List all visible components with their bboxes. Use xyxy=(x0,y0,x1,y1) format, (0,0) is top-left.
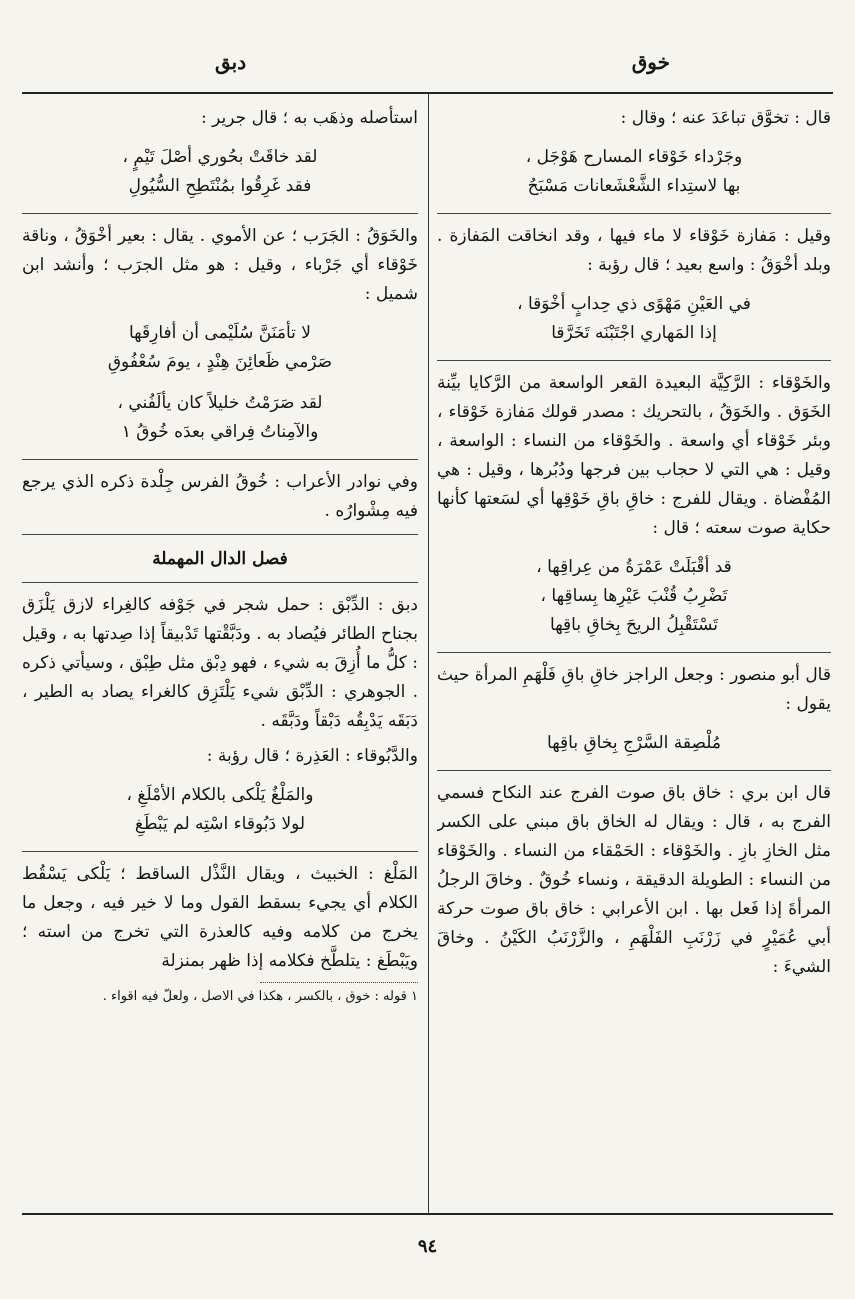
separator-rule xyxy=(437,770,831,771)
separator-rule xyxy=(22,534,418,535)
paragraph: المَلْغ : الخبيث ، ويقال النَّذْل الساقط ؛ يَلْكى يَسْقُط الكلام أي يجيء بسقط القول وما لا خير فيه ، وجعل ما يخرج من كلامه وفيه كالعذرة التي تخرج من استه ؛ ويَبْطَغ : يتلطَّخ فكلامه إذا ظهر بمنزلة xyxy=(22,864,418,971)
separator-rule xyxy=(437,360,831,361)
verse-line: إذا المَهاري اجْتَبْنَه تَخَرَّقا xyxy=(551,323,717,343)
verse-block xyxy=(437,290,831,348)
paragraph: استأصله وذهَب به ؛ قال جرير : xyxy=(201,108,418,128)
right-column xyxy=(437,100,831,1208)
separator-rule xyxy=(437,213,831,214)
paragraph: قال ابن بري : خاق باق صوت الفرج عند النكاح فسمي الفرج به ، قال : ويقال له الخاق باق مبني على الكسر مثل الخازِ بازِ . والخَوْقاء : الحَمْقاء من النساء . والخَوْقاء من النساء : الطويلة الدقيقة ، ونساء خُوقٌ . وخاقَ الرجلُ المرأةَ إذا فَعل بها . ابن الأعرابي : خاق باق صوت حركة أبي عُمَيْرٍ في زَرْنَبِ الفَلْهَمِ ، والزَّرْنَبُ الكَيْنُ . وخاقَ الشيءَ : xyxy=(437,783,831,977)
section-title: فصل الدال المهملة xyxy=(152,549,288,569)
paragraph: وفي نوادر الأعراب : خُوقُ الفرس جِلْدة ذكره الذي يرجع فيه مِشْوارُه . xyxy=(22,472,418,521)
verse-line: والآمِناتُ فِراقي بعدَه خُوقُ ١ xyxy=(121,422,319,442)
verse-line: وجَرْداء خَوْقاء المسارح هَوْجَل ، xyxy=(525,147,743,167)
verse-block xyxy=(437,553,831,640)
left-column xyxy=(22,100,418,1208)
verse-line: بها لاستِداء الشَّعْشَعانات مَسْبَحُ xyxy=(527,176,741,196)
paragraph: وقيل : مَفازة خَوْقاء لا ماء فيها ، وقد انخاقت المَفازة . وبلد أخْوَقُ : واسع بعيد ؛ قال رؤبة : xyxy=(437,226,831,275)
verse-block xyxy=(437,143,831,201)
separator-rule xyxy=(22,213,418,214)
paragraph: والخَوَقُ : الجَرَب ؛ عن الأموي . يقال : بعير أخْوَقُ ، وناقة خَوْقاء أي جَرْباء ، وقيل : هو مثل الجرَب ؛ وأنشد ابن شميل : xyxy=(22,226,418,304)
verse-line: لقد خاقَتْ بحُوري أصْلَ تَيْمٍ ، xyxy=(122,147,318,167)
verse-block xyxy=(22,319,418,377)
verse-line: في العَيْنِ مَهْوًى ذي حِدابٍ أخْوَقا ، xyxy=(517,294,751,314)
separator-rule xyxy=(22,459,418,460)
paragraph: والخَوْقاء : الرَّكِيَّة البعيدة القعر الواسعة من الرَّكايا بيِّنة الخَوَق . والخَوَقُ ، بالتحريك : مصدر قولك مَفازة خَوْقاء ، وبئر خَوْقاء أي واسعة . والخَوْقاء من النساء : الواسعة ، وقيل : هي التي لا حجاب بين فرجها ودُبُرها ، وقيل : هي المُفْضاة . ويقال للفرج : خاقِ باقِ خَوْقِها أي لسَعتها كأنها حكاية صوت سعته ؛ قال : xyxy=(437,373,831,538)
paragraph: قال أبو منصور : وجعل الراجز خاقِ باقِ فَلْهَمِ المرأة حيث يقول : xyxy=(437,665,831,714)
verse-line: لولا دَبُوقاء اسْتِه لم يَبْطَغِ xyxy=(134,814,306,834)
page-number: ٩٤ xyxy=(417,1236,438,1257)
verse-line: فقد غَرِقُوا بمُنْتَطِحِ السُّيُولِ xyxy=(128,176,312,196)
footnote-rule xyxy=(260,982,418,983)
separator-rule xyxy=(437,652,831,653)
paragraph: قال : تخوَّق تباعَدَ عنه ؛ وقال : xyxy=(620,108,831,128)
verse-line: لقد صَرَمْتُ خليلاً كان يألَفُني ، xyxy=(117,393,323,413)
verse-line: لا تأمَنَنَّ سُلَيْمى أن أفارِقَها xyxy=(129,323,311,343)
verse-block xyxy=(437,729,831,758)
verse-line: صَرْمي ظَعائِنَ هِنْدٍ ، يومَ سُعْفُوقِ xyxy=(107,352,333,372)
separator-rule xyxy=(22,851,418,852)
verse-line: قد أقْبَلَتْ عَمْرَةُ من عِراقِها ، xyxy=(536,557,732,577)
verse-block xyxy=(22,389,418,447)
verse-block xyxy=(22,143,418,201)
bottom-rule xyxy=(22,1213,833,1215)
header-right-entry-word: خوق xyxy=(631,50,670,74)
separator-rule xyxy=(22,582,418,583)
verse-line: تَضْرِبُ قُنْبَ عَيْرِها بِساقِها ، xyxy=(540,586,728,606)
paragraph: دبق : الدِّبْق : حمل شجر في جَوْفه كالغِراء لازق يَلْزَق بجناح الطائر فيُصاد به . ودَبَّقْتها تَدْبيقاً إذا صِدتها به ، وقيل : كلُّ ما أُزِقَ به شيء ، فهو دِبْق مثل طِبْق ، وسيأتي ذكره . الجوهري : الدِّبْق شيء يَلْتَزِق كالغراء يصاد به الطير ، دَبَقَه يَدْبِقُه دَبْقاً ودَبَّقَه . xyxy=(22,595,418,731)
verse-line: تَسْتَقْبِلُ الريحَ بِخاقِ باقِها xyxy=(550,615,718,635)
header-left-entry-word: دبق xyxy=(215,50,247,74)
verse-line: والمَلْغُ يَلْكى بالكلام الأمْلَغِ ، xyxy=(126,785,314,805)
column-divider xyxy=(428,94,429,1213)
footnote: ١ قوله : خوق ، بالكسر ، هكذا في الاصل ، ولعلّ فيه اقواء . xyxy=(102,989,418,1004)
paragraph: والدَّبُوقاء : العَذِرة ؛ قال رؤبة : xyxy=(206,746,418,766)
verse-block xyxy=(22,781,418,839)
verse-line: مُلْصِقة السَّرْجِ بِخاقِ باقِها xyxy=(547,733,721,753)
